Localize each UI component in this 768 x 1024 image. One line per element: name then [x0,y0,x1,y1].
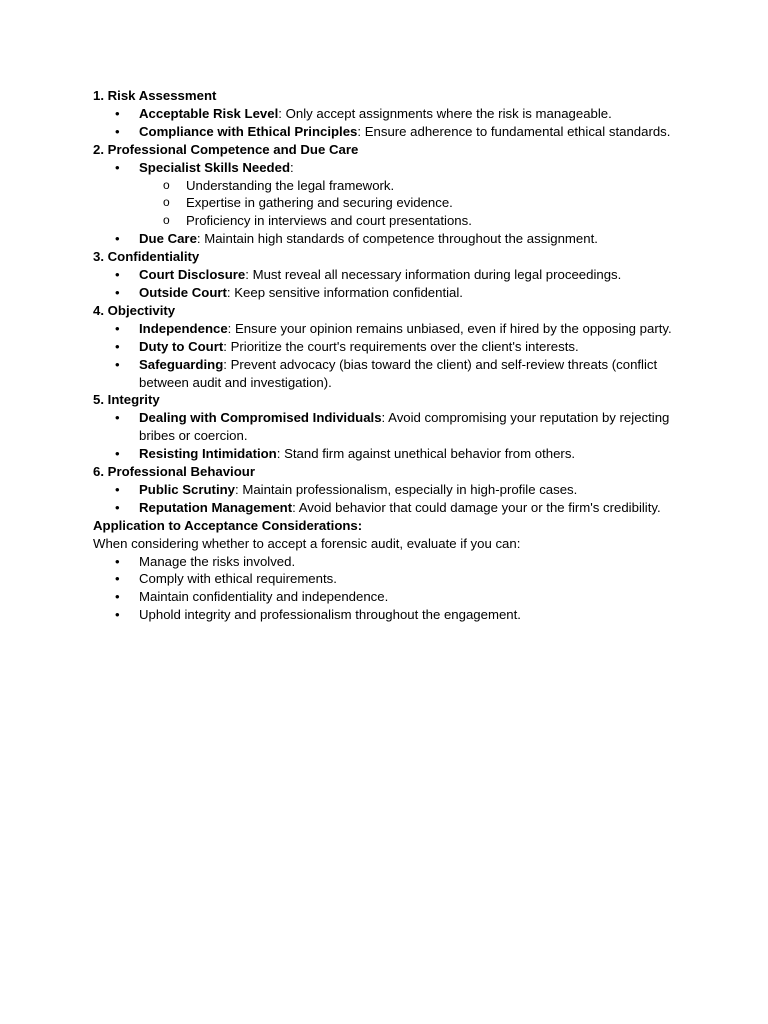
sub-item-text: Expertise in gathering and securing evidence. [186,195,453,211]
item-text: : Prevent advocacy (bias toward the client) and self-review threats (conflict between audit and investigation). [139,356,658,390]
list-item [93,481,683,499]
sub-item-text: Proficiency in interviews and court presentations. [186,213,472,229]
bullet-list [93,481,683,517]
document-body [93,87,683,624]
item-text: Uphold integrity and professionalism throughout the engagement. [139,607,521,623]
list-item [93,159,683,177]
list-item [93,499,683,517]
bullet-icon: • [115,446,120,462]
item-text: : Maintain professionalism, especially in high-profile cases. [235,481,578,497]
list-item [93,105,683,123]
bullet-icon: • [115,410,120,426]
bullet-list [93,553,683,625]
bullet-icon: • [115,356,120,372]
bullet-icon: • [115,284,120,300]
item-text: Manage the risks involved. [139,553,296,569]
application-intro: When considering whether to accept a forensic audit, evaluate if you can: [93,535,521,551]
item-text: : Stand firm against unethical behavior from others. [276,446,576,462]
bullet-list [93,320,683,392]
bullet-icon: • [115,105,120,121]
item-term: Independence [139,320,228,336]
bullet-list [93,409,683,463]
bullet-list [93,159,683,249]
sub-list-item [93,212,683,230]
list-item [93,606,683,624]
section-heading: 2. Professional Competence and Due Care [93,141,359,157]
item-term: Reputation Management [139,499,293,515]
sub-item-text: Understanding the legal framework. [186,177,395,193]
item-text: : Keep sensitive information confidential. [226,284,463,300]
application-heading: Application to Acceptance Considerations: [93,517,363,533]
bullet-icon: • [115,589,120,605]
item-text: : [290,159,294,175]
section-heading: 1. Risk Assessment [93,88,217,103]
list-item [93,588,683,606]
item-text: : Maintain high standards of competence throughout the assignment. [196,231,598,247]
item-text: : Ensure adherence to fundamental ethical standards. [357,123,671,139]
item-text: : Avoid behavior that could damage your or the firm's credibility. [292,499,661,515]
item-term: Acceptable Risk Level [139,105,279,121]
item-term: Court Disclosure [139,267,246,283]
list-item [93,356,683,392]
sub-list-item [93,177,683,195]
section-heading: 3. Confidentiality [93,249,200,265]
section-heading: 6. Professional Behaviour [93,464,255,480]
bullet-icon: • [115,499,120,515]
circle-bullet-icon: o [163,213,170,228]
item-text: Comply with ethical requirements. [139,571,337,587]
item-text: Maintain confidentiality and independence. [139,589,389,605]
item-text: : Prioritize the court's requirements over the client's interests. [223,338,579,354]
list-item [93,338,683,356]
list-item [93,320,683,338]
list-item [93,409,683,445]
bullet-icon: • [115,571,120,587]
circle-bullet-icon: o [163,177,170,192]
bullet-icon: • [115,267,120,283]
bullet-icon: • [115,123,120,139]
bullet-icon: • [115,320,120,336]
item-text: : Avoid compromising your reputation by rejecting bribes or coercion. [139,410,670,444]
list-item [93,266,683,284]
list-item [93,445,683,463]
item-term: Public Scrutiny [139,481,235,497]
item-term: Outside Court [139,284,227,300]
bullet-list [93,105,683,141]
bullet-list [93,266,683,302]
item-term: Duty to Court [139,338,224,354]
bullet-icon: • [115,159,120,175]
section-heading: 4. Objectivity [93,302,176,318]
item-text: : Ensure your opinion remains unbiased, even if hired by the opposing party. [227,320,672,336]
item-term: Due Care [139,231,197,247]
list-item [93,570,683,588]
item-term: Safeguarding [139,356,224,372]
list-item [93,553,683,571]
list-item [93,230,683,248]
item-term: Compliance with Ethical Principles [139,123,358,139]
sub-list-item [93,194,683,212]
bullet-icon: • [115,553,120,569]
bullet-icon: • [115,231,120,247]
item-term: Resisting Intimidation [139,446,277,462]
item-text: : Only accept assignments where the risk is manageable. [278,105,612,121]
bullet-icon: • [115,481,120,497]
list-item [93,284,683,302]
bullet-icon: • [115,338,120,354]
circle-bullet-icon: o [163,195,170,210]
item-text: : Must reveal all necessary information during legal proceedings. [245,267,622,283]
item-term: Dealing with Compromised Individuals [139,410,382,426]
item-term: Specialist Skills Needed [139,159,290,175]
list-item [93,123,683,141]
bullet-icon: • [115,607,120,623]
section-heading: 5. Integrity [93,392,160,408]
